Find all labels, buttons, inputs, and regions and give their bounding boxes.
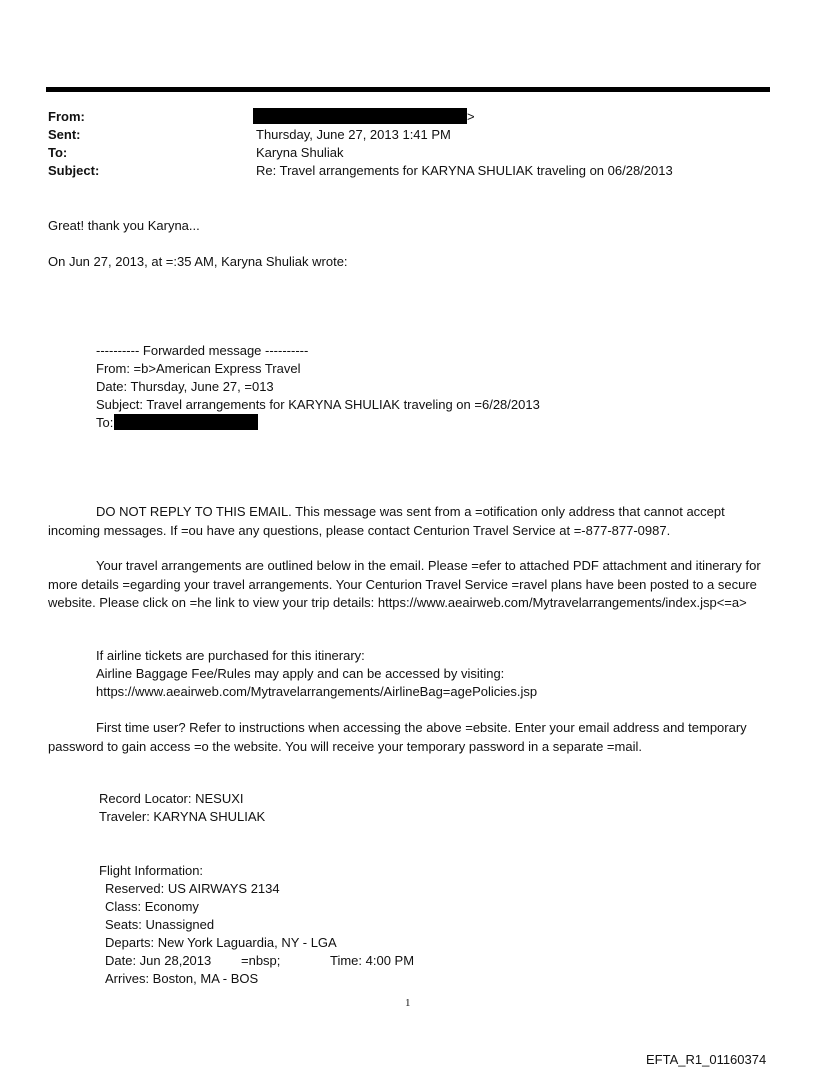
baggage-line-2: Airline Baggage Fee/Rules may apply and can be accessed by visiting: (96, 666, 505, 681)
arrangements-paragraph: Your travel arrangements are outlined below in the email. Please =efer to attached PDF attachment and itinerary for more details =egarding your travel arrangements. Your Centurion Travel Service =ravel plans have been posted to a secure website. Please click on =he link to view your trip details: https://www.aeairweb.com/Mytravelarrangements/index.jsp<=a> (48, 558, 761, 610)
forwarded-date: Date: Thursday, June 27, =013 (96, 379, 274, 394)
page-number: 1 (405, 997, 411, 1009)
flight-time: Time: 4:00 PM (330, 953, 415, 968)
to-label: To: (48, 145, 68, 160)
flight-heading: Flight Information: (99, 863, 204, 878)
forwarded-from: From: =b>American Express Travel (96, 361, 301, 376)
forwarded-divider: ---------- Forwarded message ---------- (96, 343, 309, 358)
baggage-link[interactable]: https://www.aeairweb.com/Mytravelarrangements/AirlineBag=agePolicies.jsp (96, 684, 538, 699)
baggage-line-1: If airline tickets are purchased for this itinerary: (96, 648, 365, 663)
sent-label: Sent: (48, 127, 81, 142)
to-value: Karyna Shuliak (256, 145, 344, 160)
flight-reserved: Reserved: US AIRWAYS 2134 (105, 881, 280, 896)
bates-number: EFTA_R1_01160374 (646, 1052, 767, 1067)
header-rule (46, 87, 770, 92)
subject-value: Re: Travel arrangements for KARYNA SHULIAK traveling on 06/28/2013 (256, 163, 673, 178)
flight-class: Class: Economy (105, 899, 199, 914)
record-locator: Record Locator: NESUXI (99, 791, 244, 806)
forwarded-to-label: To: (96, 415, 114, 430)
flight-departs: Departs: New York Laguardia, NY - LGA (105, 935, 337, 950)
subject-label: Subject: (48, 163, 100, 178)
flight-arrives: Arrives: Boston, MA - BOS (105, 971, 259, 986)
from-label: From: (48, 109, 85, 124)
flight-date: Date: Jun 28,2013 (105, 953, 212, 968)
sent-value: Thursday, June 27, 2013 1:41 PM (256, 127, 451, 142)
traveler-name: Traveler: KARYNA SHULIAK (99, 809, 266, 824)
reply-line-1: Great! thank you Karyna... (48, 218, 200, 233)
flight-seats: Seats: Unassigned (105, 917, 215, 932)
redacted-recipient (114, 414, 258, 430)
reply-line-2: On Jun 27, 2013, at =:35 AM, Karyna Shuliak wrote: (48, 254, 348, 269)
from-suffix: > (467, 109, 475, 124)
flight-nbsp: =nbsp; (241, 953, 281, 968)
first-time-paragraph: First time user? Refer to instructions when accessing the above =ebsite. Enter your email address and temporary password to gain access =o the website. You will receive your temporary password in a separate =mail. (48, 720, 747, 754)
forwarded-subject: Subject: Travel arrangements for KARYNA SHULIAK traveling on =6/28/2013 (96, 397, 540, 412)
redacted-sender (253, 108, 467, 124)
notice-paragraph: DO NOT REPLY TO THIS EMAIL. This message was sent from a =otification only address that cannot accept incoming messages. If =ou have any questions, please contact Centurion Travel Service at =-877-877-0987. (48, 504, 725, 538)
